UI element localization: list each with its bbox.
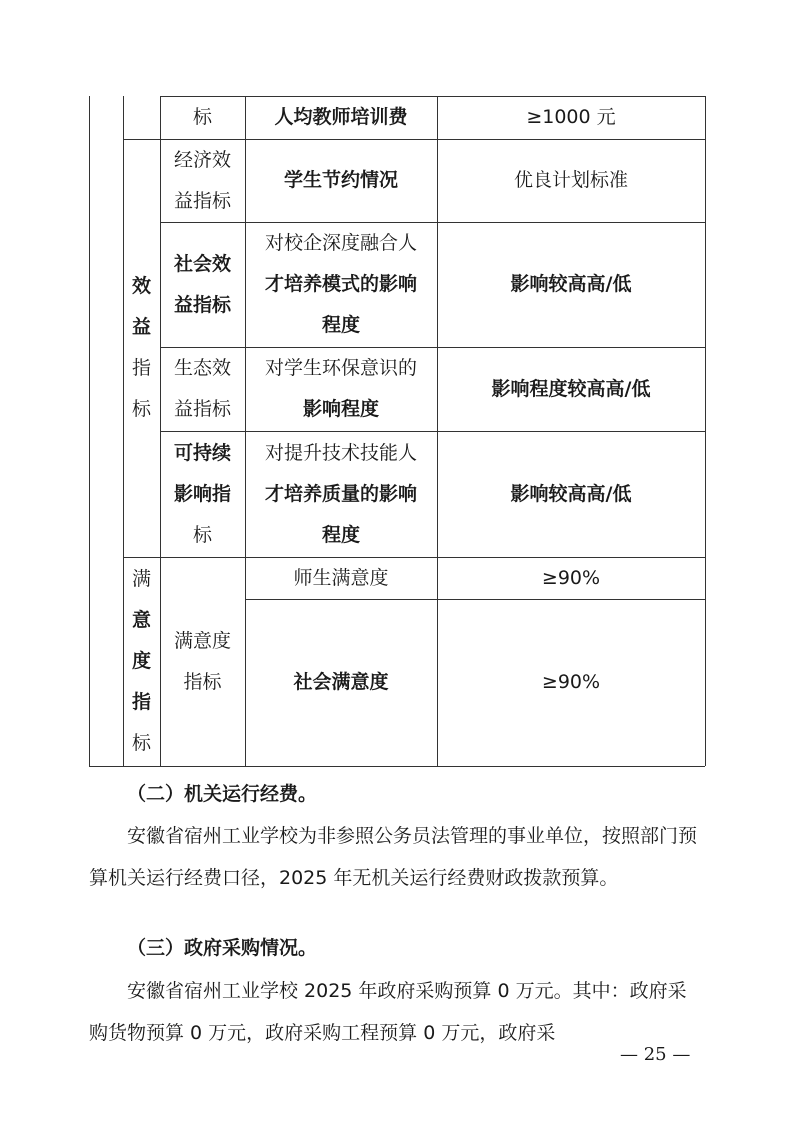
cell-text: ≥90%: [541, 671, 601, 693]
cell-text: 经济效: [173, 148, 231, 171]
group-label-char: 效: [131, 275, 151, 297]
group-label-char: 益: [131, 316, 151, 338]
table-cell-indicator-social-satisfaction: [245, 599, 437, 766]
cell-text: ≥1000 元: [526, 106, 616, 128]
table-border-right: [705, 96, 706, 766]
table-cell-indicator: [245, 96, 437, 139]
cell-text: 影响程度较高高/低: [491, 377, 651, 400]
cell-text: 影响指: [173, 482, 231, 505]
cell-text: 学生节约情况: [283, 169, 398, 191]
table-cell-subcategory: [160, 96, 245, 139]
table-cell-satisfaction-indicator-group: [123, 557, 160, 766]
cell-text: 影响程度: [302, 398, 379, 420]
cell-text: 对校企深度融合人: [264, 232, 417, 254]
table-cell-indicator-economic: [245, 139, 437, 222]
paragraph-admin-expenses: [89, 815, 699, 899]
cell-text: 益指标: [173, 189, 231, 212]
cell-text: 社会满意度: [293, 671, 389, 693]
cell-text: 程度: [321, 523, 360, 546]
cell-text: 程度: [321, 314, 360, 336]
cell-text: 标: [192, 106, 212, 128]
table-cell-indicator-ecological: [245, 347, 437, 431]
cell-text: 影响较高高/低: [510, 273, 632, 295]
paragraph-text: 安徽省宿州工业学校为非参照公务员法管理的事业单位，按照部门预算机关运行经费口径，2025 年无机关运行经费财政拨款预算。: [89, 825, 698, 889]
cell-text: 指标: [183, 670, 222, 693]
table-cell-value-social-satisfaction: [437, 599, 705, 766]
cell-text: 对学生环保意识的: [264, 357, 417, 379]
group-label-char: 意: [131, 609, 151, 631]
cell-text: 师生满意度: [293, 566, 389, 589]
cell-text: 满意度: [173, 629, 231, 652]
cell-text: 对提升技术技能人: [264, 441, 417, 464]
table-border-bottom: [89, 766, 705, 767]
cell-text: 才培养模式的影响: [264, 273, 417, 295]
table-cell-subcategory-economic: [160, 139, 245, 222]
cell-text: 标: [192, 523, 212, 546]
heading-text: （二）机关运行经费。: [127, 783, 318, 805]
table-cell-indicator-teacher-student-satisfaction: [245, 557, 437, 599]
cell-text: 益指标: [173, 293, 231, 316]
table-cell-value-sustainable: [437, 431, 705, 557]
section-heading-admin-expenses: [127, 773, 687, 815]
table-cell-indicator-sustainable: [245, 431, 437, 557]
cell-text: 可持续: [173, 441, 231, 464]
cell-text: ≥90%: [541, 566, 601, 589]
table-cell-value-teacher-student-satisfaction: [437, 557, 705, 599]
cell-text: 生态效: [173, 357, 231, 379]
group-label-char: 度: [131, 650, 151, 672]
paragraph-government-procurement: [89, 970, 699, 1054]
section-heading-government-procurement: [127, 927, 687, 969]
cell-text: 优良计划标准: [513, 169, 628, 191]
cell-text: 影响较高高/低: [510, 482, 632, 505]
table-cell-value-ecological: [437, 347, 705, 431]
table-cell-effect-indicator-group: [123, 139, 160, 557]
group-label-char: 满: [131, 568, 151, 590]
table-cell-subcategory-satisfaction: [160, 557, 245, 766]
table-cell-value-social: [437, 222, 705, 347]
group-label-char: 标: [131, 398, 151, 420]
table-cell-subcategory-ecological: [160, 347, 245, 431]
table-cell-indicator-social: [245, 222, 437, 347]
cell-text: 益指标: [173, 398, 231, 420]
heading-text: （三）政府采购情况。: [127, 937, 318, 959]
table-cell-subcategory-social: [160, 222, 245, 347]
cell-text: 社会效: [173, 252, 231, 275]
group-label-char: 指: [131, 691, 151, 713]
table-cell-value-economic: [437, 139, 705, 222]
paragraph-text: 安徽省宿州工业学校 2025 年政府采购预算 0 万元。其中：政府采购货物预算 0 万元，政府采购工程预算 0 万元，政府采: [89, 980, 687, 1044]
page-number: — 25 —: [620, 1044, 691, 1065]
cell-text: 才培养质量的影响: [264, 482, 417, 505]
group-label-char: 标: [131, 732, 151, 754]
group-label-char: 指: [131, 357, 151, 379]
cell-text: 人均教师培训费: [274, 106, 408, 128]
table-border-left: [89, 96, 90, 766]
table-cell-value: [437, 96, 705, 139]
table-cell-subcategory-sustainable: [160, 431, 245, 557]
